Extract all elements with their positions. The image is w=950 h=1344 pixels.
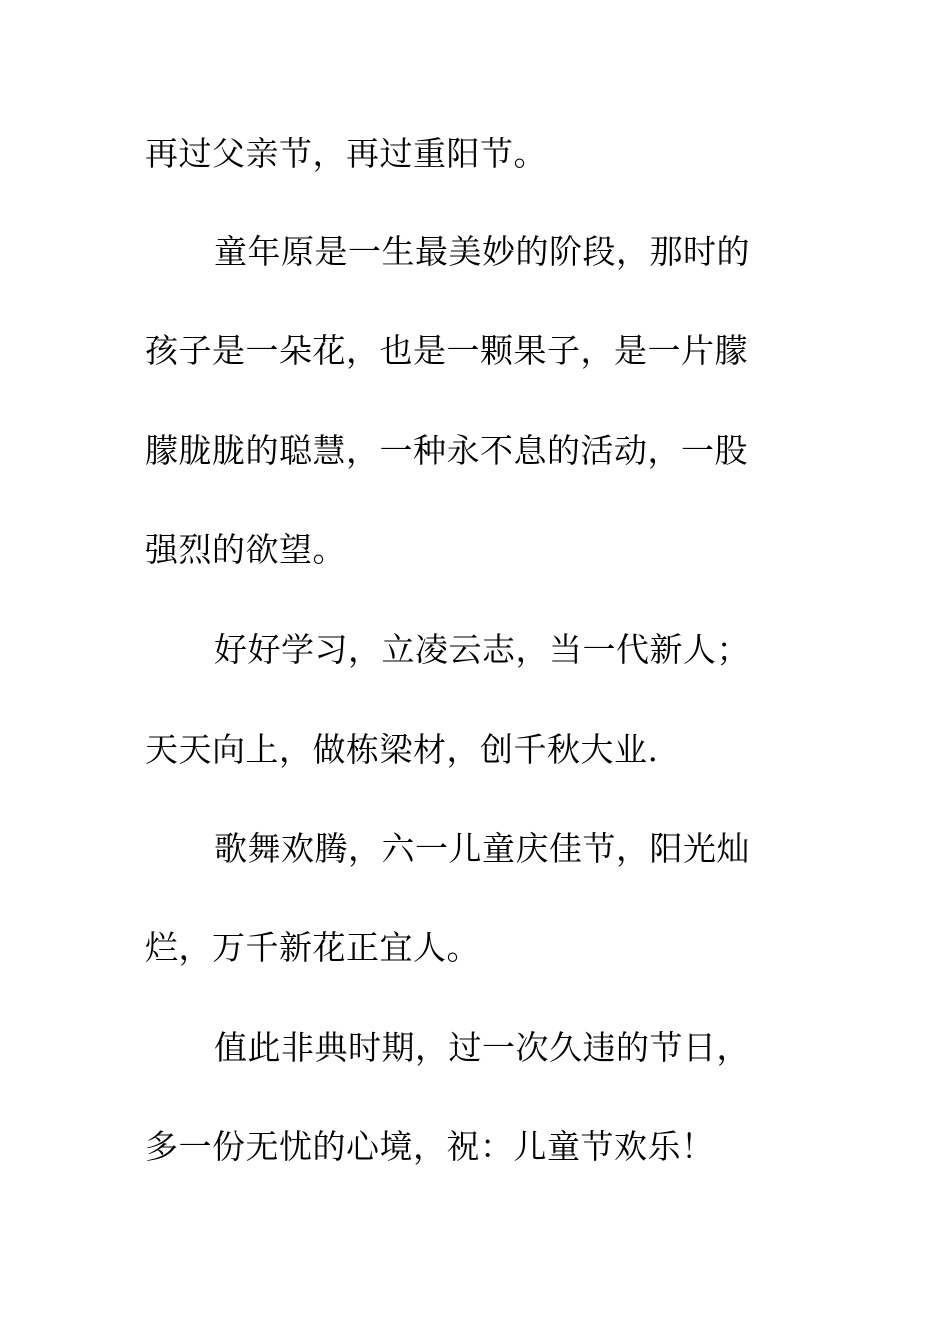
text-line: 烂，万千新花正宜人。 bbox=[145, 928, 480, 967]
text-line: 天天向上，做栋梁材，创千秋大业. bbox=[145, 730, 659, 769]
text-line: 朦胧胧的聪慧，一种永不息的活动，一股 bbox=[145, 431, 748, 470]
text-line: 值此非典时期，过一次久违的节日， bbox=[214, 1028, 750, 1067]
text-line: 童年原是一生最美妙的阶段，那时的 bbox=[214, 232, 750, 271]
text-line: 好好学习，立凌云志，当一代新人； bbox=[214, 630, 750, 669]
text-line: 多一份无忧的心境，祝：儿童节欢乐！ bbox=[145, 1127, 715, 1166]
text-line: 强烈的欲望。 bbox=[145, 530, 346, 569]
text-line: 孩子是一朵花，也是一颗果子，是一片朦 bbox=[145, 331, 748, 370]
text-line: 再过父亲节，再过重阳节。 bbox=[145, 134, 547, 173]
text-line: 歌舞欢腾，六一儿童庆佳节，阳光灿 bbox=[214, 829, 750, 868]
